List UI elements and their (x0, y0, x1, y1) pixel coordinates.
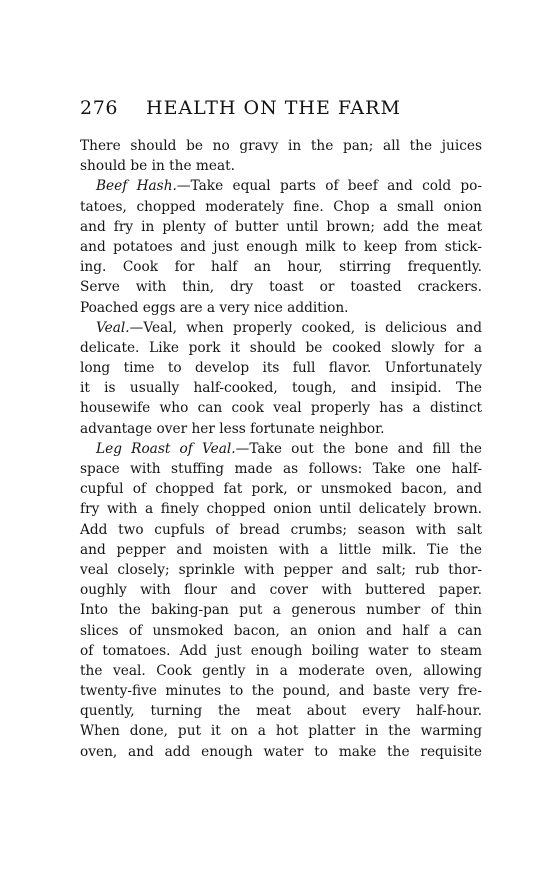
text-line (80, 156, 482, 176)
line-text: tatoes, chopped moderately fine. Chop a small onion (80, 198, 482, 215)
line-text: delicate. Like pork it should be cooked slowly for a (80, 339, 482, 356)
line-text: and pepper and moisten with a little milk. Tie the (80, 541, 482, 558)
text-line (80, 298, 482, 318)
page-number: 276 (80, 97, 119, 119)
text-line (80, 197, 482, 217)
line-text: advantage over her less fortunate neighbor. (80, 420, 385, 437)
text-line (80, 641, 482, 661)
body-text (80, 136, 482, 762)
line-text: it is usually half-cooked, tough, and insipid. The (80, 380, 482, 397)
text-line (80, 661, 482, 681)
line-text: Poached eggs are a very nice addition. (80, 299, 349, 316)
text-line (80, 358, 482, 378)
text-line (80, 277, 482, 297)
run-in-heading: Beef Hash. (96, 178, 177, 195)
text-line (80, 338, 482, 358)
text-line (80, 378, 482, 398)
text-line (80, 701, 482, 721)
run-in-heading: Veal. (96, 319, 130, 336)
line-text: long time to develop its full flavor. Unfortunately (80, 360, 482, 377)
text-line (80, 459, 482, 479)
text-line (80, 721, 482, 741)
line-text: and potatoes and just enough milk to keep from stick- (80, 238, 482, 255)
line-text: should be in the meat. (80, 158, 236, 175)
text-line (80, 580, 482, 600)
text-line (80, 419, 482, 439)
text-line (80, 600, 482, 620)
text-line (80, 479, 482, 499)
line-text: Into the baking-pan put a generous number of thin (80, 602, 482, 619)
text-line (80, 560, 482, 580)
line-text: of tomatoes. Add just enough boiling water to steam (80, 642, 482, 659)
text-line (80, 398, 482, 418)
text-line (80, 318, 482, 338)
line-text: When done, put it on a hot platter in the warming (80, 723, 482, 740)
line-text: slices of unsmoked bacon, an onion and half a can (80, 622, 482, 639)
line-text: and fry in plenty of butter until brown; add the meat (80, 218, 482, 235)
text-line (80, 257, 482, 277)
line-text: space with stuffing made as follows: Take one half- (80, 461, 482, 477)
text-line (80, 520, 482, 540)
line-text: quently, turning the meat about every half-hour. (80, 703, 482, 720)
line-text: ing. Cook for half an hour, stirring frequently. (80, 259, 482, 276)
line-text: oughly with flour and cover with buttered paper. (80, 582, 482, 599)
line-text: the veal. Cook gently in a moderate oven, allowing (80, 662, 482, 679)
text-line (80, 237, 482, 257)
line-text: veal closely; sprinkle with pepper and salt; rub thor- (80, 561, 482, 578)
text-line (80, 681, 482, 701)
line-text: Serve with thin, dry toast or toasted crackers. (80, 279, 482, 296)
line-text: —Take out the bone and fill the (235, 440, 482, 457)
book-page (80, 97, 482, 762)
line-text: cupful of chopped fat pork, or unsmoked bacon, and (80, 481, 482, 498)
text-line (80, 540, 482, 560)
text-line (80, 621, 482, 641)
line-text: housewife who can cook veal properly has a distinct (80, 400, 482, 417)
running-head (80, 97, 482, 123)
line-text: twenty-five minutes to the pound, and baste very fre- (80, 683, 482, 700)
text-line (80, 176, 482, 196)
line-text: oven, and add enough water to make the requisite (80, 743, 482, 760)
text-line (80, 439, 482, 459)
text-line (80, 217, 482, 237)
text-line (80, 136, 482, 156)
text-line (80, 499, 482, 519)
line-text: fry with a finely chopped onion until delicately brown. (80, 501, 482, 518)
text-line (80, 742, 482, 762)
line-text: There should be no gravy in the pan; all the juices (80, 138, 482, 154)
line-text: —Veal, when properly cooked, is delicious and (129, 319, 482, 336)
run-in-heading: Leg Roast of Veal. (96, 440, 236, 457)
line-text: —Take equal parts of beef and cold po- (176, 178, 483, 195)
line-text: Add two cupfuls of bread crumbs; season with salt (80, 521, 482, 538)
running-title: HEALTH ON THE FARM (146, 97, 401, 119)
